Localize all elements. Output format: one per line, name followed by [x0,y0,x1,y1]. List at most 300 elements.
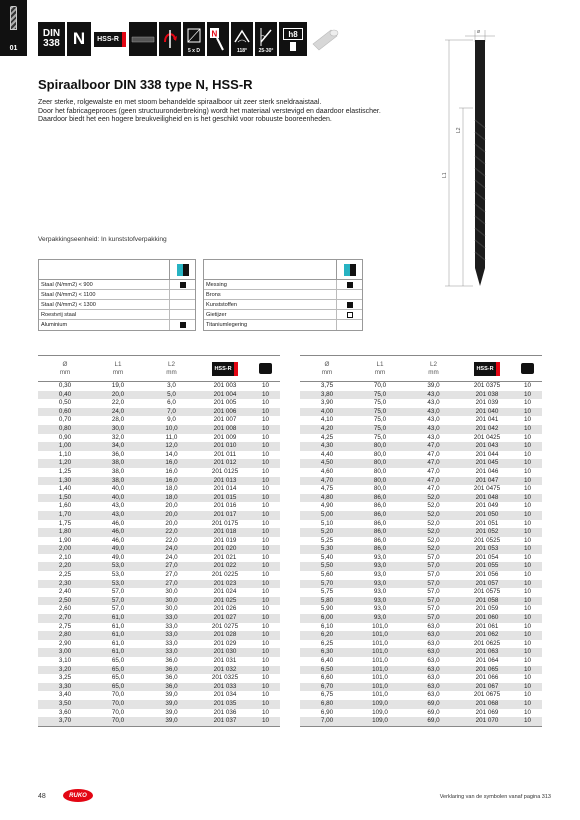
table-row [38,700,280,709]
cell-l2: 3,0 [167,382,176,389]
cell-article-number: 201 009 [213,433,237,441]
cell-article-number: 201 045 [461,459,513,468]
118-caption: 118° [236,48,248,54]
cell-l2: 63,0 [427,657,440,664]
cell-pack-qty: 10 [261,502,269,510]
cell-l1: 101,0 [354,648,406,657]
cell-article-number: 201 060 [461,614,513,623]
cell-pack-qty: 10 [261,485,269,493]
cell-article-number: 201 062 [461,631,513,640]
table-row [38,683,280,692]
cell-l1: 86,0 [354,545,406,554]
packaging-box-icon [251,356,280,382]
table-row [38,537,280,546]
cell-pack-qty: 10 [523,553,531,561]
cell-diameter: 5,20 [300,528,354,537]
cell-l1: 43,0 [92,511,144,520]
cell-pack-qty: 10 [523,657,531,664]
cell-l1: 101,0 [354,683,406,692]
cell-l1: 70,0 [92,717,144,726]
cell-l1: 75,0 [373,416,387,424]
cell-pack-qty: 10 [261,519,269,527]
cell-l2: 57,0 [427,553,440,561]
cell-article-number: 201 030 [199,648,251,657]
table-row [300,468,542,477]
cell-article-number: 201 032 [199,666,251,675]
cell-article-number: 201 035 [199,700,251,709]
cell-pack-qty: 10 [513,580,542,589]
cell-article-number: 201 020 [199,545,251,554]
cell-pack-qty: 10 [251,511,280,520]
cell-pack-qty: 10 [523,382,531,389]
cell-article-number: 201 054 [475,553,499,561]
cell-diameter: 5,75 [320,588,334,596]
materials-header [204,260,362,280]
cell-article-number: 201 068 [461,700,513,709]
cell-l2: 43,0 [427,433,440,441]
table-row [38,399,280,408]
cell-l1: 101,0 [372,639,388,647]
cell-l1: 57,0 [111,588,125,596]
cell-l2: 16,0 [144,459,199,468]
cell-diameter: 0,70 [58,416,72,424]
cell-l1: 80,0 [354,477,406,486]
cell-l1: 30,0 [92,425,144,434]
table-row [300,537,542,546]
cell-pack-qty: 10 [523,639,531,647]
material-label: Gietijzer [206,311,227,318]
symbol-header [38,22,341,56]
cell-diameter: 4,50 [300,459,354,468]
material-label: Staal (N/mm2) < 900 [41,281,93,288]
cell-l1: 53,0 [111,571,125,579]
cell-diameter: 4,30 [300,442,354,451]
cell-article-number: 201 0475 [473,485,501,493]
material-row [39,310,195,320]
cell-l2: 57,0 [427,588,440,596]
table-header-row [38,356,280,382]
cell-pack-qty: 10 [513,477,542,486]
table-row [300,494,542,503]
table-row [38,442,280,451]
cell-diameter: 5,40 [320,553,334,561]
cell-pack-qty: 10 [251,580,280,589]
table-row [300,459,542,468]
table-row [300,382,542,391]
cell-diameter: 7,00 [300,717,354,726]
cell-diameter: 3,50 [38,700,92,709]
cell-l2: 57,0 [427,571,440,579]
cell-pack-qty: 10 [513,391,542,400]
hss-badge-box [93,22,127,56]
cell-pack-qty: 10 [251,442,280,451]
table-row [300,700,542,709]
material-row [39,290,195,300]
description-line-2: Door het fabricageproces (geen structuuronderbreking) wordt het materiaal verstevigd en daardoor elastischer. Daardoor biedt het een hogere breukveiligheid en is het geschikt voor robuuste booreenheden. [38,107,381,124]
cell-l1: 109,0 [354,717,406,726]
cell-diameter: 2,40 [58,588,72,596]
cell-l1: 80,0 [373,450,387,458]
cell-l2: 33,0 [144,631,199,640]
material-row [39,280,195,290]
5xd-caption: 5 x D [188,48,200,54]
cell-pack-qty: 10 [523,450,531,458]
cell-l2: 36,0 [144,666,199,675]
cell-l2: 22,0 [165,536,178,544]
cell-diameter: 4,00 [300,408,354,417]
cell-article-number: 201 047 [461,477,513,486]
cell-pack-qty: 10 [261,657,269,664]
cell-article-number: 201 005 [213,399,237,407]
cell-l2: 27,0 [144,562,199,571]
cell-article-number: 201 012 [199,459,251,468]
cell-l1: 70,0 [373,382,387,389]
cell-l2: 10,0 [144,425,199,434]
cell-article-number: 201 011 [213,450,237,458]
cell-article-number: 201 029 [213,639,237,647]
cell-l2: 39,0 [144,717,199,726]
h8-label: h8 [283,28,303,40]
cell-diameter: 6,30 [300,648,354,657]
cell-l1: 101,0 [372,622,388,630]
cell-pack-qty: 10 [513,459,542,468]
material-row [39,300,195,310]
header-l1: L1 mm [92,356,144,382]
material-label: Staal (N/mm2) < 1100 [41,291,96,298]
cell-l2: 57,0 [427,605,440,613]
cell-l1: 93,0 [354,580,406,589]
diameter-label: ø [477,29,481,35]
symbols-note: Verklaring van de symbolen vanaf pagina 313 [439,794,551,800]
material-row [39,320,195,330]
cell-l1: 86,0 [354,494,406,503]
cell-diameter: 4,90 [320,502,334,510]
table-row [38,717,280,726]
cell-l2: 47,0 [406,477,461,486]
chapter-number: 01 [9,45,18,52]
table-row [38,502,280,511]
cell-l2: 63,0 [406,666,461,675]
cell-l1: 65,0 [111,674,125,682]
cell-l1: 57,0 [92,597,144,606]
cell-diameter: 3,90 [320,399,334,407]
cell-pack-qty: 10 [513,631,542,640]
cell-l2: 18,0 [165,485,178,493]
cell-diameter: 2,90 [58,639,72,647]
cell-article-number: 201 0275 [211,622,239,630]
table-row [300,709,542,718]
cell-article-number: 201 052 [461,528,513,537]
118-degree-icon [231,22,253,56]
cell-article-number: 201 064 [475,657,499,664]
material-row [204,300,362,310]
suitable-mark [180,282,186,288]
cell-l1: 75,0 [373,433,387,441]
cell-pack-qty: 10 [251,614,280,623]
cell-l2: 57,0 [406,597,461,606]
cell-pack-qty: 10 [523,433,531,441]
cell-l1: 101,0 [354,666,406,675]
cell-pack-qty: 10 [523,605,531,613]
table-row [38,571,280,580]
table-row [300,399,542,408]
cell-pack-qty: 10 [513,614,542,623]
cell-diameter: 1,30 [38,477,92,486]
drill-drawing [425,28,545,290]
cell-diameter: 6,60 [320,674,334,682]
cell-l1: 53,0 [92,580,144,589]
cell-l2: 9,0 [167,416,176,424]
cell-l2: 52,0 [406,494,461,503]
cell-l1: 32,0 [111,433,125,441]
table-row [38,554,280,563]
material-label: Staal (N/mm2) < 1300 [41,301,96,308]
table-row [38,623,280,632]
cell-l1: 28,0 [111,416,125,424]
cell-l2: 47,0 [427,450,440,458]
material-row [204,320,362,330]
cell-diameter: 1,90 [58,536,72,544]
cell-l2: 52,0 [406,528,461,537]
cell-pack-qty: 10 [251,683,280,692]
cell-l2: 69,0 [406,700,461,709]
cell-l1: 101,0 [372,657,388,664]
cell-pack-qty: 10 [523,467,531,475]
table-row [38,485,280,494]
cell-diameter: 5,70 [300,580,354,589]
cell-l2: 24,0 [165,553,178,561]
cell-article-number: 201 006 [199,408,251,417]
table-row [300,451,542,460]
cell-article-number: 201 0175 [211,519,239,527]
materials-column-icon [336,260,362,279]
table-row [300,477,542,486]
cell-l1: 53,0 [92,562,144,571]
cell-article-number: 201 007 [213,416,237,424]
cell-article-number: 201 070 [461,717,513,726]
cell-l1: 49,0 [111,553,125,561]
split-point-icon [159,22,181,56]
cell-pack-qty: 10 [261,450,269,458]
cell-l1: 65,0 [92,666,144,675]
table-row [300,717,542,726]
header-diameter: Ø mm [38,356,92,382]
material-label: Brons [206,291,221,298]
cell-l2: 57,0 [406,580,461,589]
cell-article-number: 201 022 [199,562,251,571]
drill-bit-icon [10,6,17,30]
cell-pack-qty: 10 [523,399,531,407]
page-number: 48 [38,793,46,800]
table-row [300,442,542,451]
cell-l2: 69,0 [427,708,440,716]
cell-pack-qty: 10 [251,545,280,554]
cell-l1: 61,0 [92,648,144,657]
drill-color-icon [129,22,157,56]
cell-article-number: 201 008 [199,425,251,434]
table-row [38,511,280,520]
cell-l2: 27,0 [144,580,199,589]
cell-diameter: 1,20 [38,459,92,468]
cell-diameter: 6,10 [320,622,334,630]
cell-l2: 63,0 [427,674,440,682]
cell-article-number: 201 0375 [473,382,501,389]
cell-diameter: 6,80 [300,700,354,709]
material-label: Aluminium [41,322,68,328]
cell-pack-qty: 10 [261,399,269,407]
table-row [38,468,280,477]
cell-diameter: 6,20 [300,631,354,640]
cell-diameter: 0,40 [38,391,92,400]
cell-l2: 33,0 [165,639,178,647]
cell-article-number: 201 034 [213,691,237,699]
cell-pack-qty: 10 [513,666,542,675]
cell-diameter: 0,80 [38,425,92,434]
cell-pack-qty: 10 [523,691,531,699]
materials-table-left [38,259,196,331]
table-row [38,588,280,597]
cell-pack-qty: 10 [261,622,269,630]
table-row [38,545,280,554]
cell-pack-qty: 10 [523,519,531,527]
cell-diameter: 4,80 [300,494,354,503]
cell-pack-qty: 10 [251,597,280,606]
cell-article-number: 201 057 [461,580,513,589]
table-row [300,605,542,614]
table-row [38,528,280,537]
cell-diameter: 3,60 [58,708,72,716]
cell-l1: 93,0 [373,605,387,613]
cell-l2: 33,0 [144,648,199,657]
table-row [38,666,280,675]
cell-diameter: 3,75 [320,382,334,389]
cell-l2: 39,0 [165,691,178,699]
packaging-box-icon [513,356,542,382]
cell-l2: 11,0 [165,433,178,441]
cell-l1: 20,0 [92,391,144,400]
helix-angle-icon [255,22,277,56]
cell-l2: 43,0 [427,399,440,407]
cell-l1: 65,0 [111,657,125,664]
cell-article-number: 201 037 [199,717,251,726]
cell-article-number: 201 065 [461,666,513,675]
table-row [38,562,280,571]
cell-l1: 101,0 [354,631,406,640]
cell-l1: 61,0 [92,614,144,623]
cell-l1: 80,0 [373,485,387,493]
cell-l1: 86,0 [354,511,406,520]
cell-pack-qty: 10 [513,511,542,520]
cell-l1: 86,0 [354,528,406,537]
cell-l1: 43,0 [111,502,125,510]
cell-l1: 75,0 [373,399,387,407]
header-l1: L1 mm [354,356,406,382]
cell-article-number: 201 040 [461,408,513,417]
cell-pack-qty: 10 [513,597,542,606]
cell-l2: 63,0 [406,631,461,640]
cell-diameter: 5,10 [320,519,334,527]
cell-article-number: 201 044 [475,450,499,458]
cell-l1: 101,0 [372,691,388,699]
material-label: Titaniumlegering [206,322,248,328]
cell-article-number: 201 046 [475,467,499,475]
cell-l1: 61,0 [92,631,144,640]
table-row [300,648,542,657]
table-row [38,520,280,529]
table-row [300,545,542,554]
cell-l2: 20,0 [165,502,178,510]
cell-l2: 18,0 [144,494,199,503]
din-badge [38,22,65,56]
cell-diameter: 5,80 [300,597,354,606]
cell-article-number: 201 017 [199,511,251,520]
material-row [204,310,362,320]
cell-article-number: 201 0425 [473,433,501,441]
cell-pack-qty: 10 [261,433,269,441]
page-title: Spiraalboor DIN 338 type N, HSS-R [38,77,253,92]
table-row [38,631,280,640]
table-row [300,640,542,649]
suitable-mark [347,282,353,288]
cell-diameter: 1,50 [38,494,92,503]
cell-pack-qty: 10 [261,571,269,579]
cell-diameter: 0,60 [38,408,92,417]
l2-label: L2 [456,127,462,133]
cell-article-number: 201 0525 [473,536,501,544]
cell-l2: 39,0 [165,708,178,716]
cell-l1: 75,0 [354,391,406,400]
cell-diameter: 3,10 [58,657,72,664]
cell-article-number: 201 024 [213,588,237,596]
brand-logo [63,789,93,802]
cell-pack-qty: 10 [251,562,280,571]
table-row [300,691,542,700]
cell-article-number: 201 0675 [473,691,501,699]
table-row [38,580,280,589]
cell-pack-qty: 10 [261,416,269,424]
din-label: DIN [42,28,61,39]
table-row [38,451,280,460]
cell-diameter: 2,70 [38,614,92,623]
cell-pack-qty: 10 [523,571,531,579]
cell-article-number: 201 004 [199,391,251,400]
description-line-1: Zeer sterke, rolgewalste en met stoom behandelde spiraalboor uit zeer sterk sneldraaistaal. [38,99,322,106]
cell-diameter: 4,60 [320,467,334,475]
cell-diameter: 6,75 [320,691,334,699]
table-row [300,588,542,597]
cell-pack-qty: 10 [251,717,280,726]
type-badge: N [67,22,91,56]
table-row [38,425,280,434]
cell-pack-qty: 10 [261,639,269,647]
helix-caption: 25-30° [258,48,274,54]
cell-article-number: 201 066 [475,674,499,682]
cell-l1: 86,0 [373,519,387,527]
cell-diameter: 1,75 [58,519,72,527]
cell-diameter: 4,40 [320,450,334,458]
cell-pack-qty: 10 [251,477,280,486]
table-row [38,614,280,623]
cell-diameter: 5,60 [320,571,334,579]
product-table-right [300,355,542,727]
cell-l1: 38,0 [92,459,144,468]
cell-diameter: 1,60 [58,502,72,510]
table-row [300,502,542,511]
cell-article-number: 201 056 [475,571,499,579]
table-row [300,434,542,443]
cell-l2: 52,0 [406,511,461,520]
cell-article-number: 201 031 [213,657,237,664]
